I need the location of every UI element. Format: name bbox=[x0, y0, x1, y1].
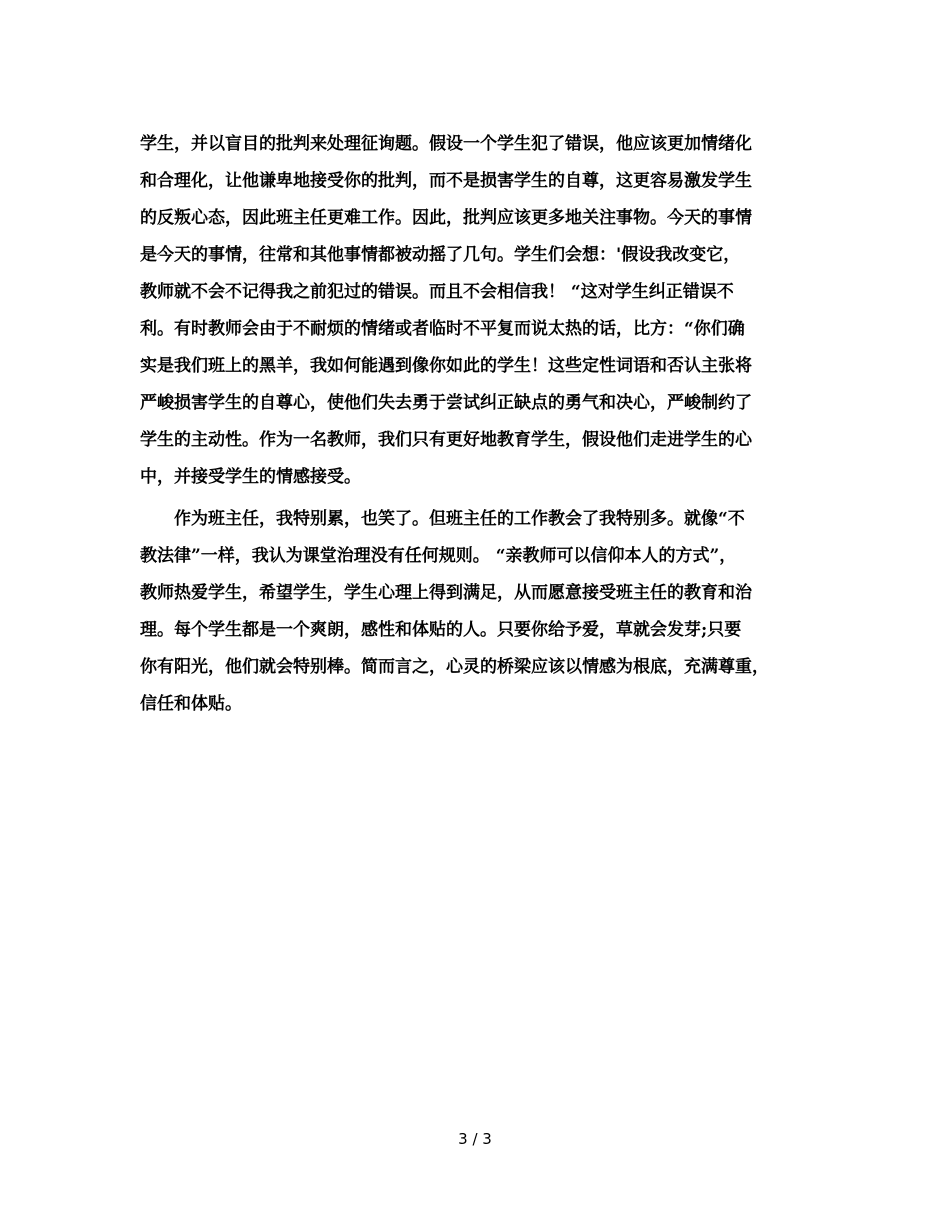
text-line: 实是我们班上的黑羊，我如何能遇到像你如此的学生！这些定性词语和否认主张将 bbox=[140, 356, 752, 376]
text-line: 教师就不会不记得我之前犯过的错误。而且不会相信我！ “这对学生纠正错误不 bbox=[140, 282, 734, 302]
text-line: 严峻损害学生的自尊心，使他们失去勇于尝试纠正缺点的勇气和决心，严峻制约了 bbox=[140, 393, 752, 413]
page-number: 3 / 3 bbox=[458, 1130, 492, 1148]
text-line: 学生，并以盲目的批判来处理征询题。假设一个学生犯了错误，他应该更加情绪化 bbox=[140, 134, 752, 154]
body-text bbox=[140, 126, 830, 723]
text-line: 理。每个学生都是一个爽朗，感性和体贴的人。只要你给予爱，草就会发芽;只要 bbox=[140, 620, 742, 640]
text-line: 教法律”一样，我认为课堂治理没有任何规则。 “亲教师可以信仰本人的方式”， bbox=[140, 546, 737, 566]
text-line: 作为班主任，我特别累，也笑了。但班主任的工作教会了我特别多。就像“不 bbox=[140, 509, 745, 529]
text-line: 的反叛心态，因此班主任更难工作。因此，批判应该更多地关注事物。今天的事情 bbox=[140, 208, 752, 228]
text-line: 和合理化，让他谦卑地接受你的批判，而不是损害学生的自尊，这更容易激发学生 bbox=[140, 171, 752, 191]
text-line: 是今天的事情，往常和其他事情都被动摇了几句。学生们会想：'假设我改变它， bbox=[140, 245, 741, 265]
text-line: 利。有时教师会由于不耐烦的情绪或者临时不平复而说太热的话，比方：“你们确 bbox=[140, 319, 745, 339]
text-line: 中，并接受学生的情感接受。 bbox=[140, 467, 361, 487]
text-line: 教师热爱学生，希望学生，学生心理上得到满足，从而愿意接受班主任的教育和治 bbox=[140, 583, 752, 603]
text-line: 你有阳光，他们就会特别棒。简而言之，心灵的桥梁应该以情感为根底，充满尊重， bbox=[140, 657, 769, 677]
text-line: 信任和体贴。 bbox=[140, 694, 242, 714]
text-line: 学生的主动性。作为一名教师，我们只有更好地教育学生，假设他们走进学生的心 bbox=[140, 430, 752, 450]
